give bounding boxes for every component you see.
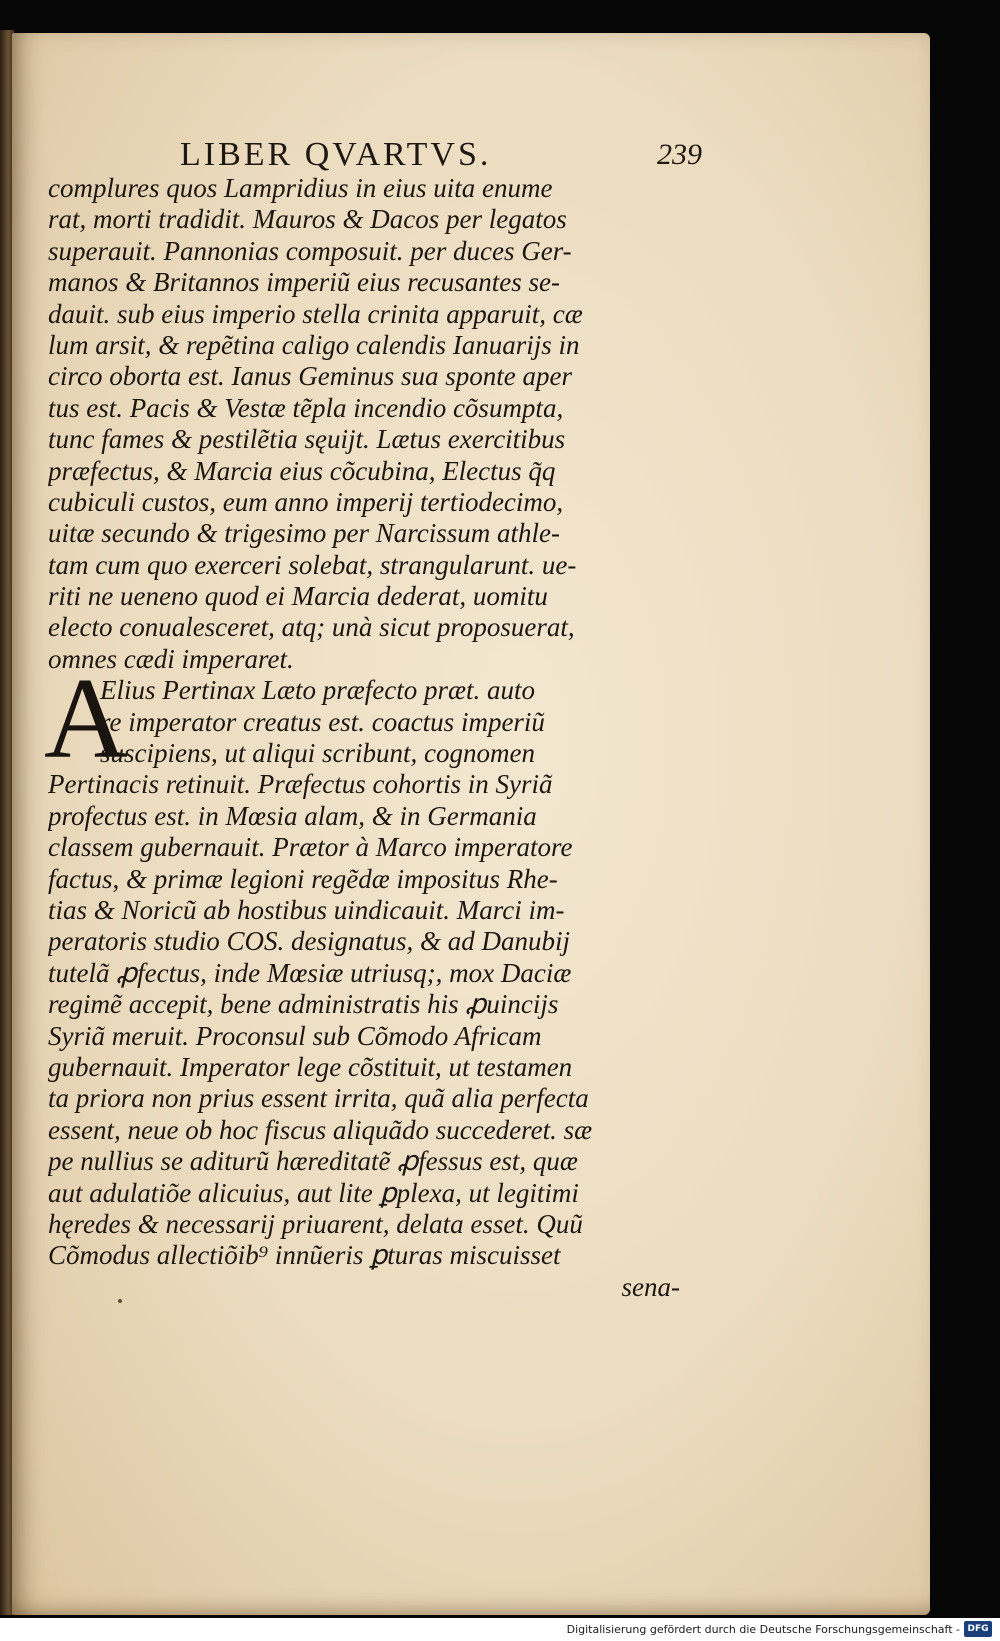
- text-line: circo oborta est. Ianus Geminus sua sponte aper: [48, 361, 572, 392]
- catchword: sena-: [621, 1271, 680, 1302]
- paragraph-1: [48, 173, 708, 675]
- text-line: tutelã ꝓfectus, inde Mœsiæ utriusq;, mox Daciæ: [48, 957, 572, 988]
- text-line: suscipiens, ut aliqui scribunt, cognomen: [100, 738, 535, 769]
- text-line: tunc fames & pestilẽtia sęuijt. Lætus exercitibus: [48, 424, 566, 455]
- text-line: uitæ secundo & trigesimo per Narcissum athle-: [48, 518, 560, 549]
- book-page: [12, 33, 930, 1615]
- text-line: factus, & primæ legioni regẽdæ impositus Rhe-: [48, 863, 558, 894]
- text-line: lum arsit, & repẽtina caligo calendis Ianuarijs in: [48, 329, 580, 360]
- text-line: Syriã meruit. Proconsul sub Cõmodo Africam: [48, 1020, 542, 1051]
- text-line: omnes cædi imperaret.: [48, 643, 294, 674]
- text-line: ta priora non prius essent irrita, quã alia perfecta: [48, 1083, 589, 1114]
- running-head-title: LIBER QVARTVS.: [180, 136, 492, 173]
- text-line: tias & Noricũ ab hostibus uindicauit. Marci im-: [48, 894, 565, 925]
- text-line: hęredes & necessarij priuarent, delata esset. Quũ: [48, 1208, 583, 1239]
- text-line: gubernauit. Imperator lege cõstituit, ut testamen: [48, 1051, 573, 1082]
- text-line: Cõmodus allectiõib⁹ innũeris ꝑturas miscuisset: [48, 1240, 561, 1271]
- text-line: superauit. Pannonias composuit. per duces Ger-: [48, 235, 572, 266]
- main-text-block: [44, 173, 708, 1303]
- text-line: regimẽ accepit, bene administratis his ꝓuincijs: [48, 989, 559, 1020]
- text-line: Pertinacis retinuit. Præfectus cohortis in Syriã: [48, 769, 553, 800]
- text-line: manos & Britannos imperiũ eius recusantes se-: [48, 267, 560, 298]
- text-line: re imperator creatus est. coactus imperiũ: [100, 706, 545, 737]
- text-line: pe nullius se aditurũ hæreditatẽ ꝓfessus est, quæ: [48, 1146, 578, 1177]
- drop-cap-initial: A: [44, 655, 128, 784]
- text-line: essent, neue ob hoc fiscus aliquãdo succederet. sæ: [48, 1114, 593, 1145]
- text-line: peratoris studio COS. designatus, & ad Danubij: [48, 926, 571, 957]
- text-line: profectus est. in Mœsia alam, & in Germania: [48, 800, 537, 831]
- text-line: tus est. Pacis & Vestæ tẽpla incendio cõsumpta,: [48, 392, 564, 423]
- page-number: 239: [657, 138, 702, 171]
- text-line: præfectus, & Marcia eius cõcubina, Electus q̃q: [48, 455, 556, 486]
- paper-speck: [118, 1299, 122, 1303]
- digitization-footer: [0, 1618, 1000, 1641]
- text-line: Elius Pertinax Læto præfecto præt. auto: [100, 675, 536, 706]
- text-line: rat, morti tradidit. Mauros & Dacos per legatos: [48, 204, 567, 235]
- text-line: cubiculi custos, eum anno imperij tertiodecimo,: [48, 486, 564, 517]
- text-line: complures quos Lampridius in eius uita enume: [48, 173, 553, 203]
- text-line: aut adulatiõe alicuius, aut lite ꝑplexa, ut legitimi: [48, 1177, 579, 1208]
- text-line: tam cum quo exerceri solebat, strangularunt. ue-: [48, 549, 577, 580]
- text-line: classem gubernauit. Prætor à Marco imperatore: [48, 832, 573, 863]
- dfg-logo-icon: DFG: [964, 1621, 992, 1637]
- running-head: [180, 133, 702, 177]
- text-line: electo conualesceret, atq; unà sicut proposuerat,: [48, 612, 575, 643]
- text-line: dauit. sub eius imperio stella crinita apparuit, cæ: [48, 298, 583, 329]
- dfg-credit-text: Digitalisierung gefördert durch die Deutsche Forschungsgemeinschaft -: [566, 1623, 960, 1636]
- text-line: riti ne ueneno quod ei Marcia dederat, uomitu: [48, 581, 548, 612]
